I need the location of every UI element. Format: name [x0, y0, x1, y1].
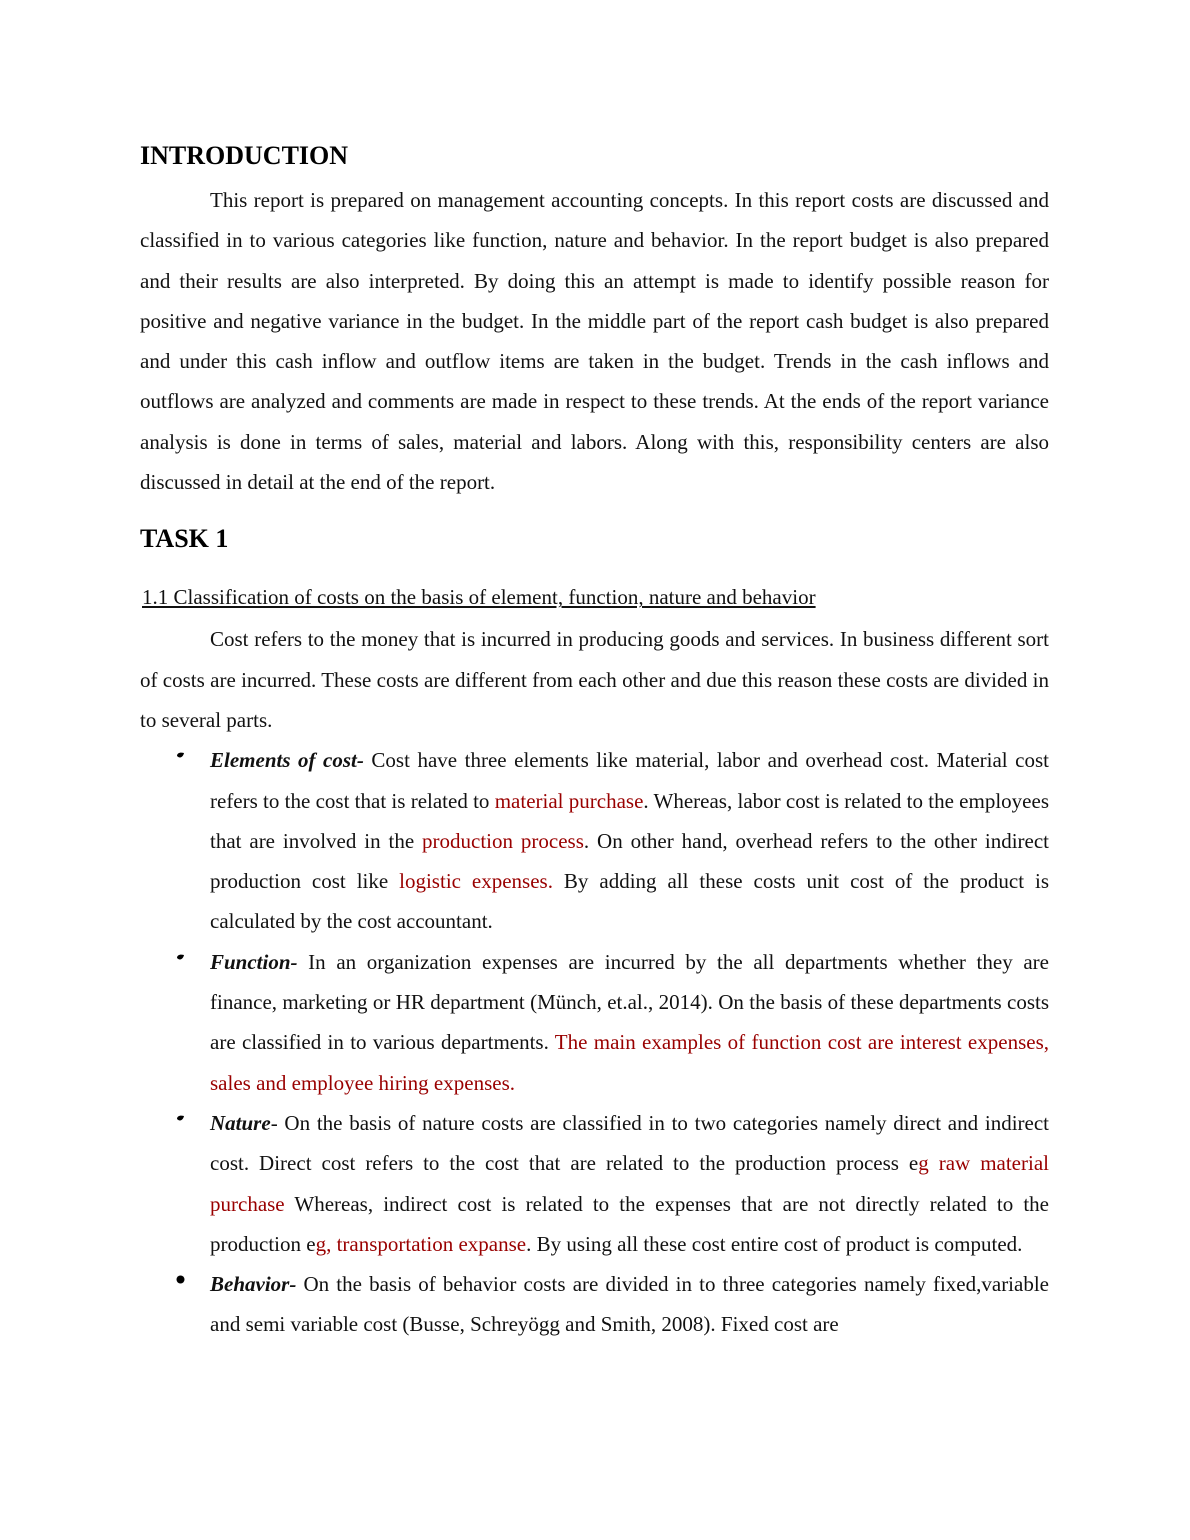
text-segment: By adding all these costs unit cost of the product is calculated by the cost accountant.	[210, 869, 1049, 934]
highlight-raw-material-purchase: g raw material purchase	[210, 1151, 1049, 1216]
text-segment: Whereas, indirect cost is related to the expenses that are not directly related to the production e	[210, 1191, 1049, 1256]
highlight-function-examples: The main examples of function cost are interest expenses, sales and employee hiring expenses.	[210, 1030, 1049, 1095]
term-nature: Nature	[210, 1110, 271, 1135]
list-item-function	[140, 942, 1049, 1103]
bullet-icon	[176, 1275, 185, 1284]
text-segment: Cost have three elements like material, labor and overhead cost. Material cost refers to the cost that is related to	[210, 748, 1049, 813]
list-item-behavior	[140, 1264, 1049, 1345]
text-segment: . On other hand, overhead refers to the other indirect production cost like	[210, 828, 1050, 894]
bullet-icon	[176, 953, 185, 962]
term-behavior: Behavior-	[210, 1272, 297, 1297]
text-segment: . Whereas, labor cost is related to the employees that are involved in the	[210, 788, 1049, 853]
bullet-icon	[176, 751, 185, 760]
highlight-material-purchase: material purchase	[494, 788, 644, 813]
text-segment: - On the basis of nature costs are classified in to two categories namely direct and indirect cost. Direct cost refers to the cost that are related to the production process e	[210, 1110, 1049, 1176]
task1-heading: TASK 1	[140, 524, 229, 554]
cost-classification-list	[140, 740, 1049, 1344]
section-1-1-subheading: 1.1 Classification of costs on the basis of element, function, nature and behavior	[142, 585, 816, 610]
text-segment: . By using all these cost entire cost of product is computed.	[526, 1231, 1023, 1256]
term-function: Function-	[210, 949, 298, 974]
cost-definition-paragraph: Cost refers to the money that is incurred in producing goods and services. In business different sort of costs are incurred. These costs are different from each other and due this reason these costs are divided in to several parts.	[140, 627, 1049, 732]
text-segment: On the basis of behavior costs are divided in to three categories namely fixed,variable and semi variable cost (Busse, Schreyögg and Smith, 2008). Fixed cost are	[210, 1272, 1049, 1337]
highlight-transportation-expanse: g, transportation expanse	[315, 1231, 527, 1256]
text-segment: In an organization expenses are incurred by the all departments whether they are finance, marketing or HR department (Münch, et.al., 2014). On the basis of these departments costs are classified in to various departments.	[210, 949, 1049, 1055]
introduction-paragraph: This report is prepared on management accounting concepts. In this report costs are discussed and classified in to various categories like function, nature and behavior. In the report budget is also prepared and their results are also interpreted. By doing this an attempt is made to identify possible reason for positive and negative variance in the budget. In the middle part of the report cash budget is also prepared and under this cash inflow and outflow items are taken in the budget. Trends in the cash inflows and outflows are analyzed and comments are made in respect to these trends. At the ends of the report variance analysis is done in terms of sales, material and labors. Along with this, responsibility centers are also discussed in detail at the end of the report.	[140, 188, 1049, 495]
highlight-production-process: production process	[422, 828, 584, 853]
term-elements-of-cost: Elements of cost-	[210, 748, 364, 773]
list-item-elements-of-cost	[140, 740, 1049, 941]
list-item-nature	[140, 1103, 1049, 1264]
highlight-logistic-expenses: logistic expenses.	[399, 869, 553, 894]
introduction-heading: INTRODUCTION	[140, 141, 349, 170]
bullet-icon	[176, 1114, 185, 1123]
